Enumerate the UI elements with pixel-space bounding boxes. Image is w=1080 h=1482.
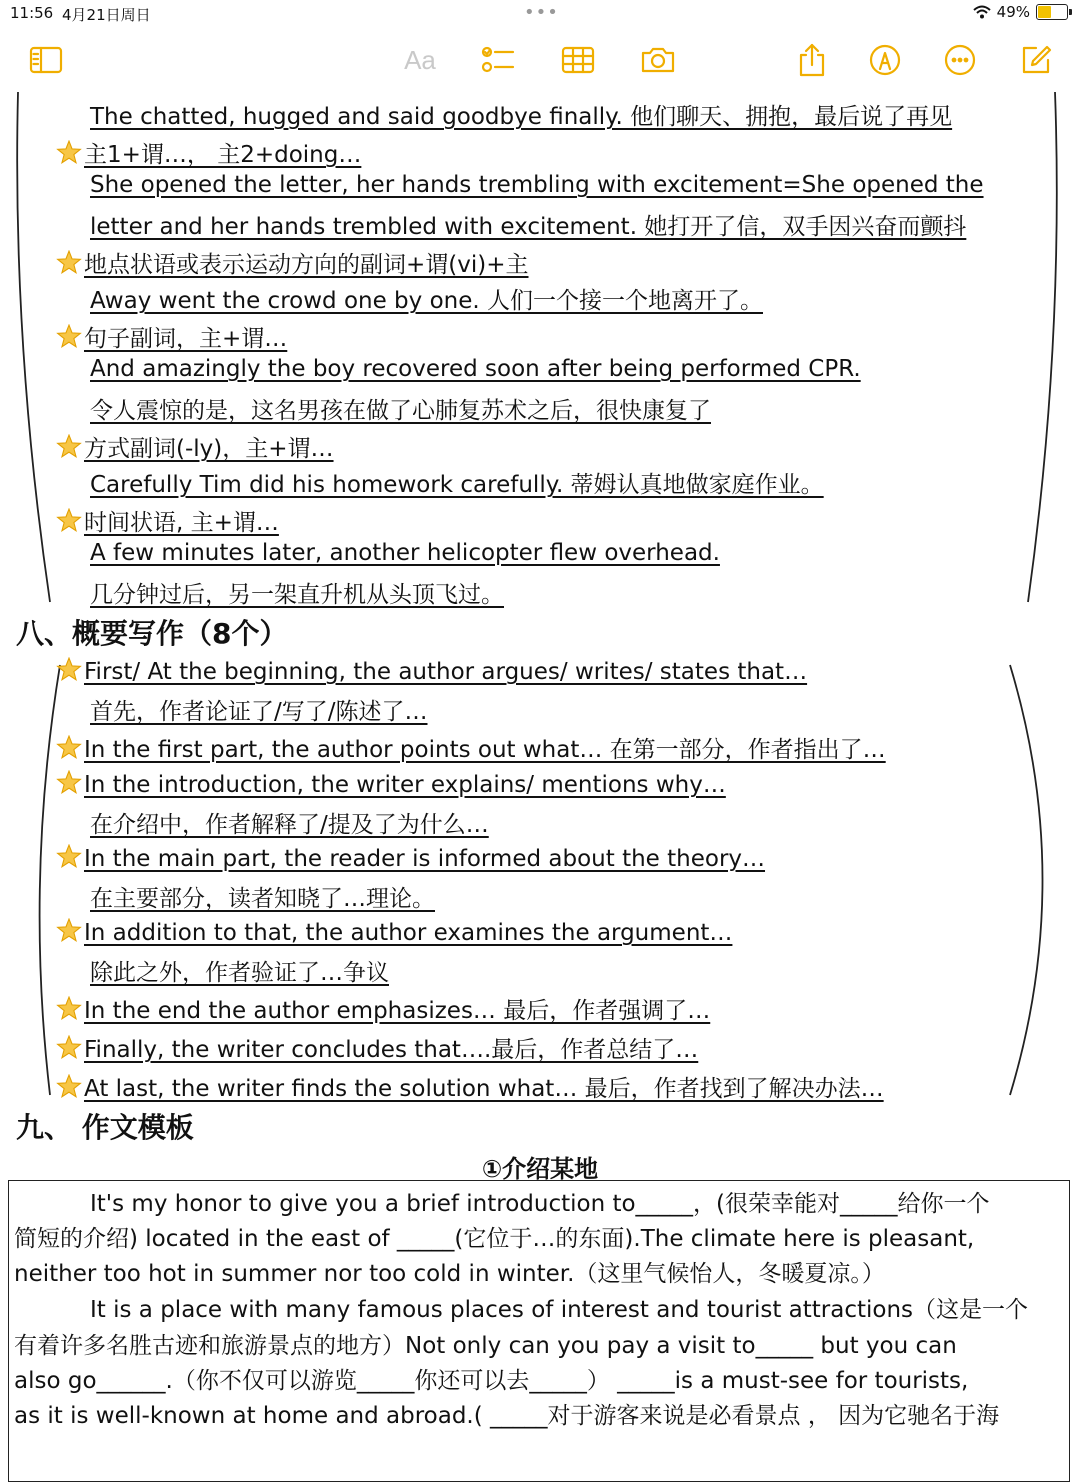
text-format-icon[interactable]: Aa <box>404 44 436 75</box>
star-emoji-icon <box>56 1035 82 1061</box>
battery-icon <box>1036 4 1068 20</box>
star-emoji-icon <box>56 434 82 460</box>
right-brace-top <box>1020 92 1070 607</box>
right-brace-bottom <box>1005 660 1065 1100</box>
note-line: letter and her hands trembled with excitement. 她打开了信，双手因兴奋而颤抖 <box>90 214 967 240</box>
note-line-starred: In the main part, the reader is informed about the theory… <box>56 844 765 872</box>
note-line-starred: 主1+谓…， 主2+doing… <box>56 136 361 169</box>
note-line-starred: 句子副词，主+谓… <box>56 320 287 353</box>
star-emoji-icon <box>56 324 82 350</box>
note-line: 令人震惊的是，这名男孩在做了心肺复苏术之后，很快康复了 <box>90 398 711 424</box>
sidebar-icon[interactable] <box>26 40 66 80</box>
table-icon[interactable] <box>558 40 598 80</box>
section-heading-9: 九、 作文模板 <box>16 1111 194 1144</box>
more-icon[interactable] <box>940 40 980 80</box>
note-line-starred: In the introduction, the writer explains/ mentions why… <box>56 770 726 798</box>
wifi-icon <box>973 5 991 19</box>
share-icon[interactable] <box>792 40 832 80</box>
star-emoji-icon <box>56 996 82 1022</box>
template-title: ①介绍某地 <box>481 1155 599 1183</box>
template-line: neither too hot in summer nor too cold in winter.（这里气候怡人，冬暖夏凉。） <box>14 1261 885 1287</box>
template-line: It is a place with many famous places of interest and tourist attractions（这是一个 <box>90 1297 1029 1323</box>
star-emoji-icon <box>56 657 82 683</box>
note-line-starred: 地点状语或表示运动方向的副词+谓(vi)+主 <box>56 246 529 279</box>
note-line: And amazingly the boy recovered soon after being performed CPR. <box>90 356 861 382</box>
note-line-starred: 时间状语, 主+谓… <box>56 504 279 537</box>
camera-icon[interactable] <box>638 40 678 80</box>
compose-icon[interactable] <box>1016 40 1056 80</box>
status-time: 11:56 <box>10 4 54 22</box>
notes-toolbar <box>0 40 1080 86</box>
note-line: 除此之外，作者验证了…争议 <box>90 960 389 986</box>
template-line: 简短的介绍) located in the east of _____(它位于…的东面).The climate here is pleasant, <box>14 1226 975 1252</box>
note-line: Carefully Tim did his homework carefully. 蒂姆认真地做家庭作业。 <box>90 472 824 498</box>
note-line-starred: In addition to that, the author examines the argument… <box>56 918 732 946</box>
battery-percent: 49% <box>996 3 1030 21</box>
note-line: 在主要部分，读者知晓了…理论。 <box>90 886 435 912</box>
multitasking-dots-icon[interactable]: ••• <box>524 2 559 23</box>
note-line: Away went the crowd one by one. 人们一个接一个地离开了。 <box>90 288 763 314</box>
note-line: 首先，作者论证了/写了/陈述了… <box>90 699 428 725</box>
status-bar <box>0 0 1080 28</box>
status-date: 4月21日周日 <box>62 6 151 24</box>
star-emoji-icon <box>56 250 82 276</box>
star-emoji-icon <box>56 844 82 870</box>
template-line: It's my honor to give you a brief introduction to_____，(很荣幸能对_____给你一个 <box>90 1191 990 1217</box>
left-brace-top <box>10 92 60 607</box>
note-line-starred: At last, the writer finds the solution what… 最后，作者找到了解决办法… <box>56 1070 884 1103</box>
star-emoji-icon <box>56 918 82 944</box>
star-emoji-icon <box>56 735 82 761</box>
section-heading-8: 八、概要写作（8个） <box>16 617 288 650</box>
note-line: 在介绍中，作者解释了/提及了为什么… <box>90 812 489 838</box>
checklist-icon[interactable] <box>478 40 518 80</box>
note-line-starred: Finally, the writer concludes that….最后，作者总结了… <box>56 1031 698 1064</box>
note-line-starred: In the first part, the author points out what… 在第一部分，作者指出了… <box>56 731 886 764</box>
note-line-starred: First/ At the beginning, the author argues/ writes/ states that… <box>56 657 807 685</box>
note-line: A few minutes later, another helicopter flew overhead. <box>90 540 720 566</box>
note-line-starred: 方式副词(-ly)，主+谓… <box>56 430 334 463</box>
star-emoji-icon <box>56 508 82 534</box>
star-emoji-icon <box>56 140 82 166</box>
note-line-starred: In the end the author emphasizes… 最后，作者强调了… <box>56 992 710 1025</box>
template-line: 有着许多名胜古迹和旅游景点的地方）Not only can you pay a visit to_____ but you can <box>14 1333 957 1359</box>
note-line: The chatted, hugged and said goodbye finally. 他们聊天、拥抱，最后说了再见 <box>90 104 953 130</box>
star-emoji-icon <box>56 770 82 796</box>
star-emoji-icon <box>56 1074 82 1100</box>
markup-icon[interactable] <box>865 40 905 80</box>
note-line: She opened the letter, her hands trembling with excitement=She opened the <box>90 172 984 198</box>
template-line: also go______.（你不仅可以游览_____你还可以去_____） _____is a must-see for tourists, <box>14 1368 969 1394</box>
note-line: 几分钟过后，另一架直升机从头顶飞过。 <box>90 582 504 608</box>
template-line: as it is well-known at home and abroad.( _____对于游客来说是必看景点 ， 因为它驰名于海 <box>14 1403 1000 1429</box>
